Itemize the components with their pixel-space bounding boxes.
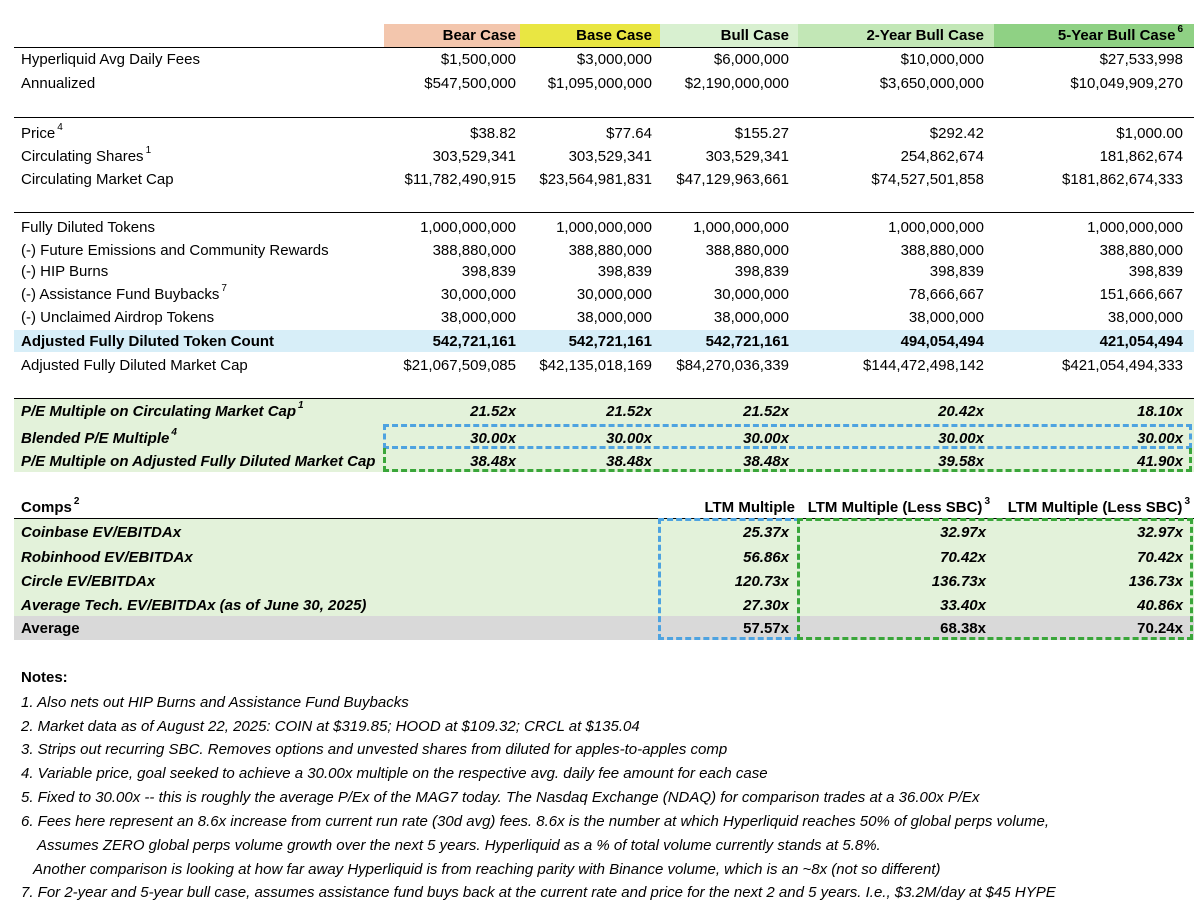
note-6-cont-1: Assumes ZERO global perps volume growth over the next 5 years. Hyperliquid as a % of total volume currently stands at 5.8%. — [37, 837, 881, 854]
cell-bull: 303,529,341 — [705, 148, 789, 165]
cell-bull5: $10,049,909,270 — [1070, 75, 1183, 92]
row-hip-burns — [0, 260, 1200, 283]
cell-bull: 30,000,000 — [713, 286, 789, 303]
row-unclaimed-airdrop — [0, 306, 1200, 329]
cell-bear: 398,839 — [461, 263, 516, 280]
row-label — [21, 122, 63, 145]
header-bull5 — [994, 24, 1183, 47]
section-rule — [14, 117, 1194, 118]
cell-ltm: 25.37x — [743, 524, 789, 541]
cell-ltm: 57.57x — [743, 620, 789, 637]
col-label: LTM Multiple (Less SBC) — [1007, 499, 1183, 516]
cell-bear: 388,880,000 — [432, 242, 516, 259]
note-2: 2. Market data as of August 22, 2025: COIN at $319.85; HOOD at $109.32; CRCL at $135.04 — [21, 718, 640, 735]
comps-title — [21, 496, 79, 519]
cell-bull2: $10,000,000 — [900, 51, 984, 68]
ltm-highlight-box — [658, 518, 800, 640]
cell-base: 542,721,161 — [568, 333, 652, 350]
footnote-sup: 4 — [171, 427, 177, 438]
cell-bull: $155.27 — [734, 125, 789, 142]
row-label: Average — [21, 620, 80, 637]
footnote-sup: 7 — [221, 283, 227, 294]
row-label — [21, 400, 304, 423]
cell-bear: $11,782,490,915 — [404, 171, 516, 188]
header-bull: Bull Case — [720, 27, 789, 44]
cell-base: 30.00x — [606, 430, 652, 447]
cell-base: 38,000,000 — [576, 309, 652, 326]
row-label — [21, 145, 151, 168]
fd-pe-highlight-box — [383, 448, 1192, 472]
cell-bull2: $74,527,501,858 — [871, 171, 984, 188]
cell-bear: $1,500,000 — [440, 51, 516, 68]
cell-bull: $84,270,036,339 — [676, 357, 789, 374]
cell-base: $42,135,018,169 — [539, 357, 652, 374]
row-avg-daily-fees — [0, 48, 1200, 71]
cell-base: $23,564,981,831 — [539, 171, 652, 188]
cell-bull5: $27,533,998 — [1099, 51, 1183, 68]
cell-ltm: 120.73x — [734, 573, 789, 590]
footnote-sup: 2 — [73, 496, 80, 507]
cell-bear: 21.52x — [470, 403, 516, 420]
label-text: Price — [21, 125, 56, 142]
section-rule — [14, 398, 1194, 399]
row-annualized — [0, 72, 1200, 95]
cell-base: 21.52x — [606, 403, 652, 420]
cell-base: 1,000,000,000 — [556, 219, 652, 236]
cell-less-sbc-2: 40.86x — [1137, 597, 1183, 614]
row-label: Coinbase EV/EBITDAx — [21, 524, 182, 541]
cell-less-sbc: 136.73x — [931, 573, 986, 590]
cell-less-sbc: 33.40x — [940, 597, 986, 614]
cell-bull5: 30.00x — [1137, 430, 1183, 447]
cell-bull5: 1,000,000,000 — [1087, 219, 1183, 236]
cell-bull2: 1,000,000,000 — [888, 219, 984, 236]
cell-bull5: 181,862,674 — [1099, 148, 1183, 165]
cell-bull: 388,880,000 — [705, 242, 789, 259]
header-bull2: 2-Year Bull Case — [866, 27, 984, 44]
header-row — [0, 24, 1200, 47]
cell-bull: 38.48x — [743, 453, 789, 470]
row-label: Annualized — [21, 75, 96, 92]
cell-bear: $38.82 — [470, 125, 516, 142]
row-label: Adjusted Fully Diluted Market Cap — [21, 357, 248, 374]
comps-col-less-sbc — [800, 496, 990, 519]
cell-bull2: $3,650,000,000 — [879, 75, 984, 92]
cell-bull5: $1,000.00 — [1116, 125, 1183, 142]
cell-bull5: 151,666,667 — [1099, 286, 1183, 303]
cell-less-sbc: 32.97x — [940, 524, 986, 541]
comps-col-less-sbc-2 — [994, 496, 1190, 519]
cell-bull2: 20.42x — [938, 403, 984, 420]
cell-bear: 30.00x — [470, 430, 516, 447]
label-text: Blended P/E Multiple — [21, 430, 170, 447]
cell-bull2: $292.42 — [929, 125, 984, 142]
label-text: Circulating Shares — [21, 148, 144, 165]
row-circulating-market-cap — [0, 168, 1200, 191]
cell-bull5: $421,054,494,333 — [1062, 357, 1183, 374]
cell-bull: $6,000,000 — [713, 51, 789, 68]
cell-bear: $21,067,509,085 — [403, 357, 516, 374]
cell-base: 30,000,000 — [576, 286, 652, 303]
footnote-sup: 1 — [298, 400, 304, 411]
cell-bull2: 78,666,667 — [908, 286, 984, 303]
comps-col-ltm: LTM Multiple — [704, 499, 795, 516]
row-adjusted-token-count — [0, 330, 1200, 353]
label-text: P/E Multiple on Circulating Market Cap — [21, 403, 297, 420]
row-label: Fully Diluted Tokens — [21, 219, 155, 236]
row-label: P/E Multiple on Adjusted Fully Diluted Market Cap — [21, 453, 376, 470]
note-5: 5. Fixed to 30.00x -- this is roughly the average P/Ex of the MAG7 today. The Nasdaq Exchange (NDAQ) for comparison trades at a 36.00x P/Ex — [21, 789, 980, 806]
label-text: (-) Assistance Fund Buybacks — [21, 286, 220, 303]
cell-less-sbc-2: 70.42x — [1137, 549, 1183, 566]
note-1: 1. Also nets out HIP Burns and Assistance Fund Buybacks — [21, 694, 409, 711]
cell-bull5: 38,000,000 — [1107, 309, 1183, 326]
row-price — [0, 122, 1200, 145]
footnote-sup: 1 — [145, 145, 152, 156]
comps-title-text: Comps — [21, 499, 72, 516]
cell-bull5: $181,862,674,333 — [1062, 171, 1183, 188]
section-rule — [14, 212, 1194, 213]
row-future-emissions — [0, 239, 1200, 262]
cell-bear: $547,500,000 — [424, 75, 516, 92]
cell-bull: 398,839 — [734, 263, 789, 280]
cell-base: 38.48x — [606, 453, 652, 470]
cell-base: $1,095,000,000 — [547, 75, 652, 92]
cell-bear: 542,721,161 — [432, 333, 516, 350]
row-label: Average Tech. EV/EBITDAx (as of June 30, 2025) — [21, 597, 367, 614]
row-label: Circulating Market Cap — [21, 171, 174, 188]
cell-base: $77.64 — [606, 125, 652, 142]
cell-bear: 303,529,341 — [432, 148, 516, 165]
footnote-sup: 3 — [1184, 496, 1190, 507]
cell-less-sbc-2: 136.73x — [1128, 573, 1183, 590]
cell-bull5: 18.10x — [1137, 403, 1183, 420]
cell-bull2: 398,839 — [929, 263, 984, 280]
cell-bull2: 388,880,000 — [900, 242, 984, 259]
cell-bull: 542,721,161 — [705, 333, 789, 350]
header-bull5-label: 5-Year Bull Case — [1057, 27, 1176, 44]
cell-bull5: 388,880,000 — [1099, 242, 1183, 259]
cell-bull2: 494,054,494 — [900, 333, 984, 350]
cell-less-sbc-2: 70.24x — [1137, 620, 1183, 637]
cell-bear: 38,000,000 — [440, 309, 516, 326]
note-4: 4. Variable price, goal seeked to achieve a 30.00x multiple on the respective avg. daily fee amount for each case — [21, 765, 768, 782]
cell-ltm: 56.86x — [743, 549, 789, 566]
cell-bull: $47,129,963,661 — [676, 171, 789, 188]
cell-base: $3,000,000 — [576, 51, 652, 68]
cell-bull: 38,000,000 — [713, 309, 789, 326]
row-assistance-fund-buybacks — [0, 283, 1200, 306]
cell-bull2: $144,472,498,142 — [863, 357, 984, 374]
row-label: (-) Unclaimed Airdrop Tokens — [21, 309, 215, 326]
row-pe-circulating — [0, 400, 1200, 423]
cell-ltm: 27.30x — [743, 597, 789, 614]
row-label: Circle EV/EBITDAx — [21, 573, 156, 590]
row-fully-diluted-tokens — [0, 216, 1200, 239]
row-label — [21, 427, 177, 450]
cell-bear: 1,000,000,000 — [420, 219, 516, 236]
note-7: 7. For 2-year and 5-year bull case, assumes assistance fund buys back at the current rate and price for the next 2 and 5 years. I.e., $3.2M/day at $45 HYPE — [21, 884, 1056, 901]
notes-title: Notes: — [21, 669, 68, 686]
row-label — [21, 283, 227, 306]
note-6-cont-2: Another comparison is looking at how far away Hyperliquid is from reaching parity with Binance volume, which is an ~8x (not so different) — [33, 861, 941, 878]
cell-less-sbc: 70.42x — [940, 549, 986, 566]
cell-bull2: 254,862,674 — [900, 148, 984, 165]
cell-bull: 30.00x — [743, 430, 789, 447]
row-adjusted-market-cap — [0, 354, 1200, 377]
header-bear: Bear Case — [442, 27, 516, 44]
note-6: 6. Fees here represent an 8.6x increase from current run rate (30d avg) fees. 8.6x is the number at which Hyperliquid reaches 50% of global perps volume, — [21, 813, 1050, 830]
cell-less-sbc-2: 32.97x — [1137, 524, 1183, 541]
cell-base: 388,880,000 — [568, 242, 652, 259]
cell-bear: 30,000,000 — [440, 286, 516, 303]
row-label: Hyperliquid Avg Daily Fees — [21, 51, 200, 68]
cell-bull5: 398,839 — [1128, 263, 1183, 280]
cell-less-sbc: 68.38x — [940, 620, 986, 637]
cell-bear: 38.48x — [470, 453, 516, 470]
row-circulating-shares — [0, 145, 1200, 168]
row-label: Adjusted Fully Diluted Token Count — [21, 333, 275, 350]
row-label: (-) HIP Burns — [21, 263, 109, 280]
blended-pe-highlight-box — [383, 424, 1192, 449]
note-3: 3. Strips out recurring SBC. Removes options and unvested shares from diluted for apples-to-apples comp — [21, 741, 728, 758]
footnote-sup: 3 — [984, 496, 990, 507]
cell-bull: $2,190,000,000 — [684, 75, 789, 92]
cell-bull2: 39.58x — [938, 453, 984, 470]
cell-base: 303,529,341 — [568, 148, 652, 165]
cell-bull: 21.52x — [743, 403, 789, 420]
cell-base: 398,839 — [597, 263, 652, 280]
row-label: Robinhood EV/EBITDAx — [21, 549, 193, 566]
col-label: LTM Multiple (Less SBC) — [807, 499, 983, 516]
header-base: Base Case — [576, 27, 652, 44]
cell-bull: 1,000,000,000 — [693, 219, 789, 236]
cell-bull5: 41.90x — [1137, 453, 1183, 470]
less-sbc-highlight-box — [797, 518, 1193, 640]
cell-bull5: 421,054,494 — [1099, 333, 1183, 350]
cell-bull2: 30.00x — [938, 430, 984, 447]
cell-bull2: 38,000,000 — [908, 309, 984, 326]
row-label: (-) Future Emissions and Community Rewards — [21, 242, 329, 259]
row-comps-header — [0, 496, 1200, 519]
header-bull5-sup: 6 — [1177, 24, 1183, 35]
footnote-sup: 4 — [57, 122, 63, 133]
